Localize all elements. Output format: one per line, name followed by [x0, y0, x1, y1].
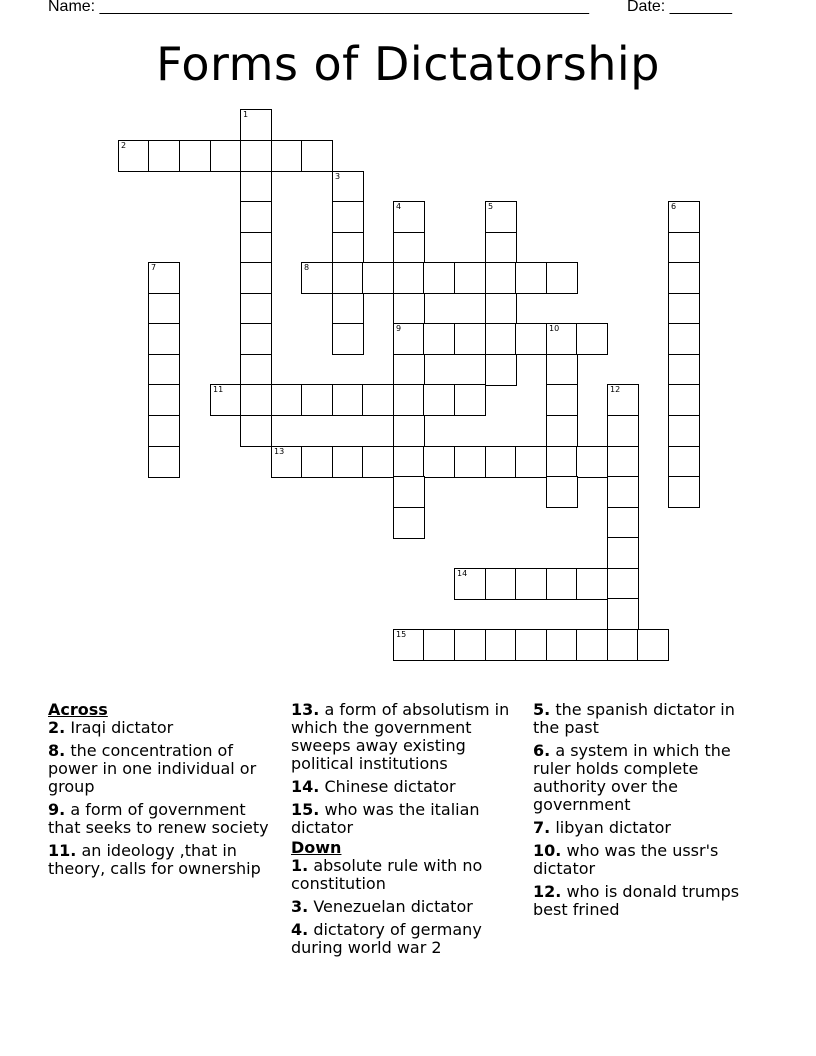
grid-cell[interactable] [485, 262, 517, 294]
grid-cell[interactable] [240, 262, 272, 294]
grid-cell[interactable] [332, 171, 364, 203]
grid-cell[interactable] [148, 293, 180, 325]
grid-cell[interactable] [668, 415, 700, 447]
grid-cell[interactable] [393, 354, 425, 386]
grid-cell[interactable] [546, 446, 578, 478]
grid-cell[interactable] [485, 201, 517, 233]
grid-cell[interactable] [423, 629, 455, 661]
grid-cell[interactable] [148, 262, 180, 294]
down-clue-12: 12. who is donald trumps best frined [533, 882, 740, 919]
date-field-label: Date: _______ [627, 0, 732, 15]
grid-cell[interactable] [393, 232, 425, 264]
grid-cell[interactable] [393, 629, 425, 661]
grid-cell[interactable] [118, 140, 150, 172]
grid-cell[interactable] [668, 293, 700, 325]
across-clue-9: 9. a form of government that seeks to renew society [48, 800, 269, 837]
clue-number: 5 [488, 202, 494, 211]
name-field-label: Name: _______________________________________________________ [48, 0, 589, 15]
grid-cell[interactable] [485, 629, 517, 661]
grid-cell[interactable] [546, 568, 578, 600]
grid-cell[interactable] [423, 384, 455, 416]
down-clue-3: 3. Venezuelan dictator [291, 897, 473, 916]
grid-cell[interactable] [332, 384, 364, 416]
grid-cell[interactable] [485, 293, 517, 325]
grid-cell[interactable] [332, 293, 364, 325]
grid-cell[interactable] [454, 446, 486, 478]
clue-number: 13 [274, 447, 285, 456]
grid-cell[interactable] [148, 446, 180, 478]
grid-cell[interactable] [393, 446, 425, 478]
grid-cell[interactable] [393, 262, 425, 294]
grid-cell[interactable] [454, 384, 486, 416]
down-clue-4: 4. dictatory of germany during world war 2 [291, 920, 482, 957]
grid-cell[interactable] [240, 293, 272, 325]
clues-column-2 [291, 701, 523, 962]
grid-cell[interactable] [576, 323, 608, 355]
grid-cell[interactable] [332, 201, 364, 233]
clue-number: 15 [396, 630, 407, 639]
grid-cell[interactable] [393, 323, 425, 355]
grid-cell[interactable] [393, 384, 425, 416]
clue-number: 11 [213, 385, 224, 394]
grid-cell[interactable] [240, 109, 272, 141]
grid-cell[interactable] [271, 446, 303, 478]
grid-cell[interactable] [515, 446, 547, 478]
clue-number: 14 [457, 569, 468, 578]
clue-number: 6 [671, 202, 677, 211]
clue-number: 1 [243, 110, 249, 119]
grid-cell[interactable] [546, 354, 578, 386]
grid-cell[interactable] [271, 384, 303, 416]
across-clue-2: 2. Iraqi dictator [48, 718, 174, 737]
clue-number: 12 [610, 385, 621, 394]
clue-number: 9 [396, 324, 402, 333]
grid-cell[interactable] [393, 293, 425, 325]
grid-cell[interactable] [423, 446, 455, 478]
grid-cell[interactable] [393, 201, 425, 233]
grid-cell[interactable] [485, 568, 517, 600]
grid-cell[interactable] [148, 140, 180, 172]
grid-cell[interactable] [454, 323, 486, 355]
grid-cell[interactable] [210, 384, 242, 416]
down-clue-1: 1. absolute rule with no constitution [291, 856, 483, 893]
grid-cell[interactable] [668, 323, 700, 355]
clue-number: 2 [121, 141, 127, 150]
grid-cell[interactable] [332, 446, 364, 478]
grid-cell[interactable] [148, 384, 180, 416]
grid-cell[interactable] [423, 262, 455, 294]
grid-cell[interactable] [332, 262, 364, 294]
grid-cell[interactable] [240, 171, 272, 203]
grid-cell[interactable] [362, 446, 394, 478]
grid-cell[interactable] [362, 262, 394, 294]
grid-cell[interactable] [301, 384, 333, 416]
grid-cell[interactable] [485, 354, 517, 386]
grid-cell[interactable] [607, 598, 639, 630]
clue-number: 10 [549, 324, 560, 333]
clue-number: 7 [151, 263, 157, 272]
page-title: Forms of Dictatorship [156, 37, 660, 91]
grid-cell[interactable] [607, 384, 639, 416]
across-clue-14: 14. Chinese dictator [291, 777, 456, 796]
grid-cell[interactable] [607, 568, 639, 600]
across-clue-15: 15. who was the italian dictator [291, 800, 480, 837]
grid-cell[interactable] [393, 507, 425, 539]
grid-cell[interactable] [607, 537, 639, 569]
grid-cell[interactable] [668, 446, 700, 478]
down-clue-7: 7. libyan dictator [533, 818, 671, 837]
grid-cell[interactable] [546, 629, 578, 661]
grid-cell[interactable] [576, 446, 608, 478]
grid-cell[interactable] [515, 323, 547, 355]
down-clue-5: 5. the spanish dictator in the past [533, 700, 735, 737]
grid-cell[interactable] [607, 476, 639, 508]
grid-cell[interactable] [515, 262, 547, 294]
grid-cell[interactable] [485, 323, 517, 355]
grid-cell[interactable] [576, 629, 608, 661]
grid-cell[interactable] [240, 201, 272, 233]
grid-cell[interactable] [148, 354, 180, 386]
grid-cell[interactable] [668, 384, 700, 416]
grid-cell[interactable] [546, 323, 578, 355]
grid-cell[interactable] [393, 476, 425, 508]
grid-cell[interactable] [546, 262, 578, 294]
across-clue-11: 11. an ideology ,that in theory, calls for ownership [48, 841, 261, 878]
grid-cell[interactable] [576, 568, 608, 600]
grid-cell[interactable] [362, 384, 394, 416]
grid-cell[interactable] [668, 354, 700, 386]
across-heading: Across [48, 700, 108, 719]
grid-cell[interactable] [240, 323, 272, 355]
grid-cell[interactable] [301, 262, 333, 294]
grid-cell[interactable] [179, 140, 211, 172]
grid-cell[interactable] [607, 446, 639, 478]
grid-cell[interactable] [240, 232, 272, 264]
grid-cell[interactable] [240, 415, 272, 447]
grid-cell[interactable] [148, 323, 180, 355]
grid-cell[interactable] [240, 354, 272, 386]
down-clue-10: 10. who was the ussr's dictator [533, 841, 719, 878]
grid-cell[interactable] [240, 140, 272, 172]
grid-cell[interactable] [515, 568, 547, 600]
grid-cell[interactable] [332, 232, 364, 264]
grid-cell[interactable] [301, 140, 333, 172]
grid-cell[interactable] [210, 140, 242, 172]
grid-cell[interactable] [607, 415, 639, 447]
grid-cell[interactable] [423, 323, 455, 355]
down-clue-6: 6. a system in which the ruler holds complete authority over the government [533, 741, 731, 814]
grid-cell[interactable] [668, 232, 700, 264]
grid-cell[interactable] [546, 415, 578, 447]
down-heading: Down [291, 838, 342, 857]
grid-cell[interactable] [546, 384, 578, 416]
grid-cell[interactable] [454, 629, 486, 661]
grid-cell[interactable] [668, 262, 700, 294]
grid-cell[interactable] [332, 323, 364, 355]
clue-number: 8 [304, 263, 310, 272]
grid-cell[interactable] [393, 415, 425, 447]
grid-cell[interactable] [148, 415, 180, 447]
grid-cell[interactable] [607, 507, 639, 539]
grid-cell[interactable] [637, 629, 669, 661]
grid-cell[interactable] [240, 384, 272, 416]
grid-cell[interactable] [668, 476, 700, 508]
grid-cell[interactable] [454, 262, 486, 294]
grid-cell[interactable] [454, 568, 486, 600]
clues-column-1 [48, 701, 280, 883]
grid-cell[interactable] [668, 201, 700, 233]
grid-cell[interactable] [607, 629, 639, 661]
grid-cell[interactable] [301, 446, 333, 478]
clue-number: 3 [335, 172, 341, 181]
grid-cell[interactable] [546, 476, 578, 508]
grid-cell[interactable] [271, 140, 303, 172]
across-clue-8: 8. the concentration of power in one individual or group [48, 741, 257, 796]
clue-number: 4 [396, 202, 402, 211]
grid-cell[interactable] [515, 629, 547, 661]
clues-column-3 [533, 701, 755, 924]
grid-cell[interactable] [485, 446, 517, 478]
grid-cell[interactable] [485, 232, 517, 264]
across-clue-13: 13. a form of absolutism in which the government sweeps away existing political institutions [291, 700, 510, 773]
